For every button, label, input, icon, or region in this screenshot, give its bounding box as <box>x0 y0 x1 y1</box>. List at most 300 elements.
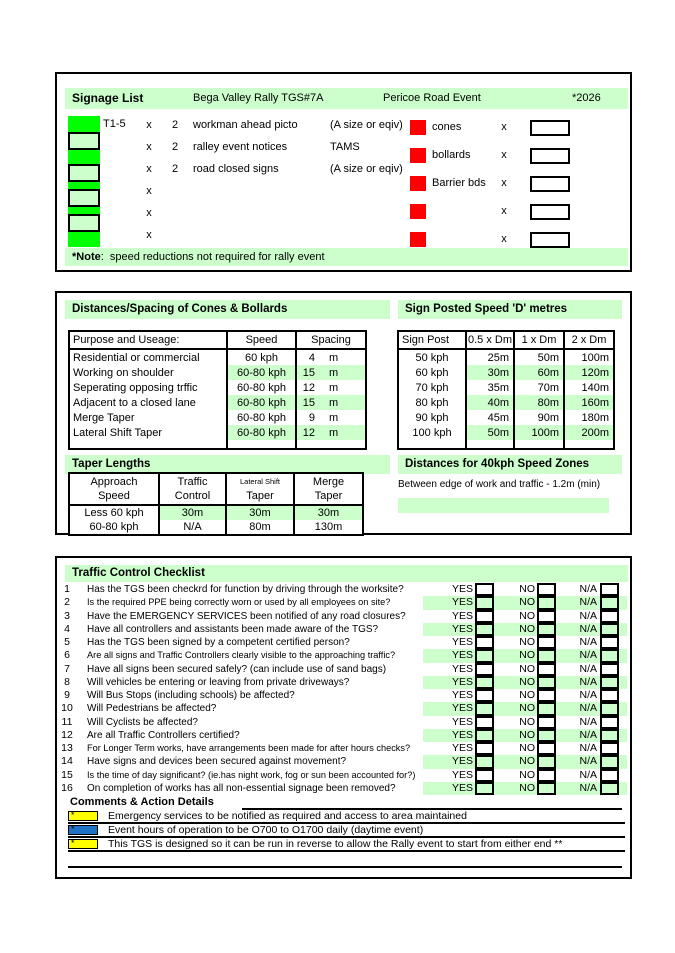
purpose-cell: Seperating opposing trffic <box>73 381 198 394</box>
table-row <box>398 395 614 410</box>
table-row <box>69 410 366 425</box>
device-label: cones <box>432 121 462 133</box>
taper-cell: 130m <box>294 520 363 535</box>
no-label: NO <box>519 702 535 715</box>
empty-row <box>398 440 614 449</box>
item-number: 3 <box>64 609 70 622</box>
speed-cell: 100 kph <box>412 426 452 439</box>
comment-row <box>68 810 625 824</box>
yes-checkbox[interactable] <box>475 689 494 702</box>
na-checkbox[interactable] <box>600 649 619 662</box>
item-number: 16 <box>61 781 73 794</box>
no-label: NO <box>519 596 535 609</box>
na-label: N/A <box>579 742 597 754</box>
yes-checkbox[interactable] <box>475 649 494 662</box>
yes-checkbox[interactable] <box>475 729 494 742</box>
device-qty-box[interactable] <box>530 204 570 220</box>
note-text: : speed reductions not required for rally event <box>100 251 325 263</box>
device-row <box>57 204 630 220</box>
approach-speed-cell: Less 60 kph <box>84 507 144 519</box>
yes-checkbox[interactable] <box>475 610 494 623</box>
na-checkbox[interactable] <box>600 742 619 755</box>
no-checkbox[interactable] <box>537 742 556 755</box>
red-device-marker <box>410 204 426 219</box>
distance-cell: 60m <box>514 365 564 380</box>
spacing-value: 4 <box>308 351 315 364</box>
no-checkbox[interactable] <box>537 676 556 689</box>
checklist-row <box>57 755 630 768</box>
na-label: N/A <box>579 715 597 728</box>
comments-title: Comments & Action Details <box>70 796 214 808</box>
yes-checkbox[interactable] <box>475 583 494 596</box>
yes-checkbox[interactable] <box>475 716 494 729</box>
answer-zone <box>423 676 627 689</box>
checklist-row <box>57 610 630 623</box>
taper-lengths-table <box>68 472 364 536</box>
comment-text: This TGS is designed so it can be run in reverse to allow the Rally event to start from either end ** <box>108 838 563 850</box>
checklist-question: Have all signs been secured safely? (can include use of sand bags) <box>87 663 387 675</box>
no-label: NO <box>519 715 535 728</box>
signage-list-section <box>55 72 632 272</box>
item-number: 6 <box>64 649 70 662</box>
item-size: (A size or eqiv) <box>330 163 403 175</box>
spacing-unit: m <box>329 351 339 364</box>
item-size: (A size or eqiv) <box>330 119 403 131</box>
device-label: Barrier bds <box>432 177 486 189</box>
yes-label: YES <box>451 649 473 662</box>
na-checkbox[interactable] <box>600 716 619 729</box>
yes-checkbox[interactable] <box>475 623 494 636</box>
sign-id-label: T1-5 <box>103 118 126 130</box>
no-label: NO <box>519 636 535 648</box>
answer-zone <box>423 769 627 782</box>
spacing-value: 15 <box>302 396 315 409</box>
item-number: 12 <box>61 728 73 741</box>
checklist-row <box>57 742 630 755</box>
na-checkbox[interactable] <box>600 755 619 768</box>
device-qty-box[interactable] <box>530 148 570 164</box>
no-label: NO <box>519 728 535 741</box>
na-checkbox[interactable] <box>600 676 619 689</box>
no-checkbox[interactable] <box>537 596 556 609</box>
distances-section <box>55 291 632 535</box>
taper-cell: 30m <box>159 505 226 520</box>
na-label: N/A <box>579 755 597 768</box>
no-label: NO <box>519 675 535 688</box>
checklist-question: Will vehicles be entering or leaving from private driveways? <box>87 676 350 688</box>
column-header: 1 x Dm <box>514 331 564 349</box>
item-number: 4 <box>64 622 70 635</box>
item-mark: x <box>146 229 152 241</box>
checklist-question: On completion of works has all non-essential signage been removed? <box>87 782 396 794</box>
item-number: 7 <box>64 662 70 675</box>
no-checkbox[interactable] <box>537 663 556 676</box>
spacing-unit: m <box>329 366 339 379</box>
no-checkbox[interactable] <box>537 755 556 768</box>
taper-cell: 30m <box>226 505 294 520</box>
answer-zone <box>423 702 627 715</box>
note-bar <box>65 248 628 266</box>
spacing-unit: m <box>329 426 339 439</box>
na-checkbox[interactable] <box>600 596 619 609</box>
na-checkbox[interactable] <box>600 769 619 782</box>
yes-label: YES <box>451 742 473 754</box>
note-label: *Note <box>72 251 101 263</box>
device-row <box>57 148 630 164</box>
speed-cell: 60 kph <box>415 366 449 379</box>
distances-header-bar <box>65 300 390 319</box>
yes-checkbox[interactable] <box>475 676 494 689</box>
no-checkbox[interactable] <box>537 716 556 729</box>
na-checkbox[interactable] <box>600 702 619 715</box>
na-label: N/A <box>579 675 597 688</box>
table-row <box>398 349 614 365</box>
event-year: *2026 <box>572 92 601 104</box>
table-row <box>69 380 366 395</box>
device-mark: x <box>501 205 507 217</box>
no-checkbox[interactable] <box>537 610 556 623</box>
no-checkbox[interactable] <box>537 729 556 742</box>
comment-marker: * <box>68 839 98 849</box>
answer-zone <box>423 663 627 676</box>
device-mark: x <box>501 149 507 161</box>
answer-zone <box>423 649 627 662</box>
yes-label: YES <box>451 609 473 622</box>
item-mark: x <box>146 163 152 175</box>
comment-row <box>68 838 625 852</box>
checklist-row <box>57 782 630 795</box>
device-row <box>57 232 630 248</box>
distance-cell: 160m <box>564 395 614 410</box>
yes-label: YES <box>451 622 473 635</box>
na-label: N/A <box>579 689 597 701</box>
device-row <box>57 120 630 136</box>
checklist-row <box>57 729 630 742</box>
yes-checkbox[interactable] <box>475 596 494 609</box>
column-header: Lateral Shift Taper <box>226 473 294 505</box>
checklist-row <box>57 623 630 636</box>
item-mark: x <box>146 207 152 219</box>
na-label: N/A <box>579 622 597 635</box>
distance-cell: 30m <box>466 365 514 380</box>
answer-zone <box>423 596 627 609</box>
device-mark: x <box>501 177 507 189</box>
na-checkbox[interactable] <box>600 689 619 702</box>
yes-label: YES <box>451 662 473 675</box>
device-mark: x <box>501 233 507 245</box>
no-label: NO <box>519 649 535 662</box>
answer-zone <box>423 742 627 755</box>
column-header: Approach Speed <box>69 473 159 505</box>
purpose-cell: Adjacent to a closed lane <box>73 396 196 409</box>
taper-cell: 30m <box>294 505 363 520</box>
distance-cell: 120m <box>564 365 614 380</box>
item-size: TAMS <box>330 141 360 153</box>
distance-cell: 100m <box>564 349 614 365</box>
checklist-question: For Longer Term works, have arrangements been made for after hours checks? <box>87 743 411 753</box>
no-label: NO <box>519 755 535 768</box>
checklist-row <box>57 636 630 649</box>
no-checkbox[interactable] <box>537 623 556 636</box>
na-label: N/A <box>579 596 597 609</box>
no-checkbox[interactable] <box>537 782 556 795</box>
na-checkbox[interactable] <box>600 663 619 676</box>
na-checkbox[interactable] <box>600 610 619 623</box>
table-row <box>398 365 614 380</box>
na-checkbox[interactable] <box>600 782 619 795</box>
item-mark: x <box>146 141 152 153</box>
checklist-row <box>57 663 630 676</box>
na-label: N/A <box>579 728 597 741</box>
item-number: 10 <box>61 702 73 715</box>
no-checkbox[interactable] <box>537 649 556 662</box>
yes-label: YES <box>451 781 473 794</box>
spacing-unit: m <box>329 381 339 394</box>
answer-zone <box>423 623 627 636</box>
yes-checkbox[interactable] <box>475 769 494 782</box>
checklist-row <box>57 689 630 702</box>
item-mark: x <box>146 185 152 197</box>
checklist-question: Is the required PPE being correctly worn or used by all employees on site? <box>87 597 391 608</box>
answer-zone <box>423 689 627 702</box>
table-row <box>398 380 614 395</box>
column-header: Traffic Control <box>159 473 226 505</box>
spacing-cell <box>296 410 366 425</box>
distance-cell: 90m <box>514 410 564 425</box>
speed-cell: 60-80 kph <box>227 395 296 410</box>
distance-cell: 35m <box>466 380 514 395</box>
item-number: 15 <box>61 768 73 781</box>
comment-row <box>68 824 625 838</box>
distance-cell: 180m <box>564 410 614 425</box>
checklist-question: Are all signs and Traffic Controllers clearly visible to the approaching traffic? <box>87 650 396 661</box>
purpose-cell: Working on shoulder <box>73 366 174 379</box>
approach-speed-cell: 60-80 kph <box>89 521 139 533</box>
answer-zone <box>423 782 627 795</box>
comment-marker: * <box>68 825 98 835</box>
na-label: N/A <box>579 583 597 595</box>
table-header-row <box>69 473 363 505</box>
checklist-header-bar <box>65 565 628 582</box>
comment-marker: * <box>68 811 98 821</box>
event-name: Bega Valley Rally TGS#7A <box>193 92 324 104</box>
yes-checkbox[interactable] <box>475 742 494 755</box>
checklist-question: Are all Traffic Controllers certified? <box>87 729 240 741</box>
no-label: NO <box>519 742 535 754</box>
yes-checkbox[interactable] <box>475 782 494 795</box>
spacing-value: 9 <box>308 411 315 424</box>
checklist-title: Traffic Control Checklist <box>72 567 205 579</box>
yes-label: YES <box>451 636 473 648</box>
na-label: N/A <box>579 636 597 648</box>
item-number: 5 <box>64 636 70 648</box>
table-row <box>69 520 363 535</box>
spacing-value: 12 <box>302 426 315 439</box>
checklist-question: Will Pedestrians be affected? <box>87 703 217 715</box>
table-header-row <box>398 331 614 349</box>
table-row <box>398 410 614 425</box>
table-row <box>69 395 366 410</box>
purpose-cell: Merge Taper <box>73 411 135 424</box>
checklist-row <box>57 649 630 662</box>
taper-title: Taper Lengths <box>72 458 151 470</box>
device-row <box>57 176 630 192</box>
speed-cell: 90 kph <box>415 411 449 424</box>
empty-row <box>69 440 366 449</box>
na-checkbox[interactable] <box>600 729 619 742</box>
item-name: ralley event notices <box>193 141 288 153</box>
no-label: NO <box>519 689 535 701</box>
speed-cell: 80 kph <box>415 396 449 409</box>
no-checkbox[interactable] <box>537 769 556 782</box>
device-mark: x <box>501 121 507 133</box>
speed-cell: 60 kph <box>227 349 296 365</box>
item-number: 9 <box>64 689 70 701</box>
column-header: Merge Taper <box>294 473 363 505</box>
comment-text: Event hours of operation to be O700 to O1700 daily (daytime event) <box>108 824 424 836</box>
checklist-row <box>57 716 630 729</box>
column-header: 2 x Dm <box>564 331 614 349</box>
speed-cell: 60-80 kph <box>227 425 296 440</box>
answer-zone <box>423 583 627 596</box>
spacing-cell <box>296 395 366 410</box>
distance-cell: 80m <box>514 395 564 410</box>
signage-item-row <box>57 162 477 176</box>
item-name: workman ahead picto <box>193 119 298 131</box>
table-row <box>69 349 366 365</box>
column-header: Purpose and Useage: <box>69 331 227 349</box>
signature-line <box>68 866 622 868</box>
speed-cell: 60-80 kph <box>227 410 296 425</box>
item-qty: 2 <box>171 141 179 153</box>
sign-posted-header-bar <box>398 300 622 319</box>
column-header: Speed <box>227 331 296 349</box>
device-qty-box[interactable] <box>530 232 570 248</box>
answer-zone <box>423 755 627 768</box>
sign-posted-title: Sign Posted Speed 'D' metres <box>405 303 568 315</box>
distance-cell: 45m <box>466 410 514 425</box>
item-mark: x <box>146 119 152 131</box>
checklist-row <box>57 583 630 596</box>
checklist-section <box>55 556 632 879</box>
na-checkbox[interactable] <box>600 623 619 636</box>
yes-checkbox[interactable] <box>475 636 494 649</box>
distance-cell: 200m <box>564 425 614 440</box>
spacing-unit: m <box>329 411 339 424</box>
purpose-cell: Lateral Shift Taper <box>73 426 163 439</box>
zones40-title: Distances for 40kph Speed Zones <box>405 458 590 470</box>
checklist-row <box>57 676 630 689</box>
yes-label: YES <box>451 583 473 595</box>
purpose-cell: Residential or commercial <box>73 351 200 364</box>
checklist-row <box>57 702 630 715</box>
item-qty: 2 <box>171 119 179 131</box>
answer-zone <box>423 729 627 742</box>
sign-posted-speed-table <box>397 330 615 450</box>
no-label: NO <box>519 781 535 794</box>
na-label: N/A <box>579 662 597 675</box>
yes-checkbox[interactable] <box>475 702 494 715</box>
item-number: 14 <box>61 755 73 768</box>
speed-cell: 70 kph <box>415 381 449 394</box>
spacing-cell <box>296 349 366 365</box>
table-header-row <box>69 331 366 349</box>
distance-cell: 50m <box>466 425 514 440</box>
table-row <box>69 425 366 440</box>
distance-cell: 140m <box>564 380 614 395</box>
na-checkbox[interactable] <box>600 636 619 649</box>
device-label: bollards <box>432 149 471 161</box>
no-label: NO <box>519 609 535 622</box>
yes-label: YES <box>451 702 473 715</box>
column-header: 0.5 x Dm <box>466 331 514 349</box>
checklist-row <box>57 769 630 782</box>
yes-label: YES <box>451 715 473 728</box>
item-number: 2 <box>64 596 70 609</box>
na-label: N/A <box>579 768 597 781</box>
spacing-cell <box>296 425 366 440</box>
device-qty-box[interactable] <box>530 176 570 192</box>
distance-cell: 50m <box>514 349 564 365</box>
taper-cell: N/A <box>159 520 226 535</box>
event-location: Pericoe Road Event <box>383 92 481 104</box>
yes-label: YES <box>451 728 473 741</box>
na-checkbox[interactable] <box>600 583 619 596</box>
no-label: NO <box>519 662 535 675</box>
spacing-value: 15 <box>302 366 315 379</box>
red-device-marker <box>410 232 426 247</box>
no-checkbox[interactable] <box>537 689 556 702</box>
device-qty-box[interactable] <box>530 120 570 136</box>
distances-title: Distances/Spacing of Cones & Bollards <box>72 303 288 315</box>
red-device-marker <box>410 176 426 191</box>
yes-label: YES <box>451 596 473 609</box>
item-number: 8 <box>64 675 70 688</box>
no-checkbox[interactable] <box>537 702 556 715</box>
yes-checkbox[interactable] <box>475 663 494 676</box>
spacing-unit: m <box>329 396 339 409</box>
column-header: Spacing <box>296 331 366 349</box>
speed-cell: 60-80 kph <box>227 380 296 395</box>
item-name: road closed signs <box>193 163 279 175</box>
checklist-question: Have signs and devices been secured against movement? <box>87 756 347 768</box>
table-row <box>69 505 363 520</box>
item-number: 13 <box>61 742 73 754</box>
item-number: 1 <box>64 583 70 595</box>
checklist-rows <box>57 583 630 795</box>
no-checkbox[interactable] <box>537 583 556 596</box>
column-header: Sign Post <box>398 331 466 349</box>
yes-label: YES <box>451 689 473 701</box>
distance-cell: 25m <box>466 349 514 365</box>
yes-checkbox[interactable] <box>475 755 494 768</box>
red-device-marker <box>410 120 426 135</box>
checklist-question: Will Cyclists be affected? <box>87 716 198 728</box>
empty-green-field[interactable] <box>398 498 609 513</box>
speed-cell: 60-80 kph <box>227 365 296 380</box>
distance-cell: 70m <box>514 380 564 395</box>
no-label: NO <box>519 768 535 781</box>
checklist-question: Have all controllers and assistants been made aware of the TGS? <box>87 623 379 635</box>
table-row <box>398 425 614 440</box>
spacing-value: 12 <box>302 381 315 394</box>
taper-cell: 80m <box>226 520 294 535</box>
distance-cell: 100m <box>514 425 564 440</box>
red-device-marker <box>410 148 426 163</box>
no-checkbox[interactable] <box>537 636 556 649</box>
item-qty: 2 <box>171 163 179 175</box>
yes-label: YES <box>451 768 473 781</box>
